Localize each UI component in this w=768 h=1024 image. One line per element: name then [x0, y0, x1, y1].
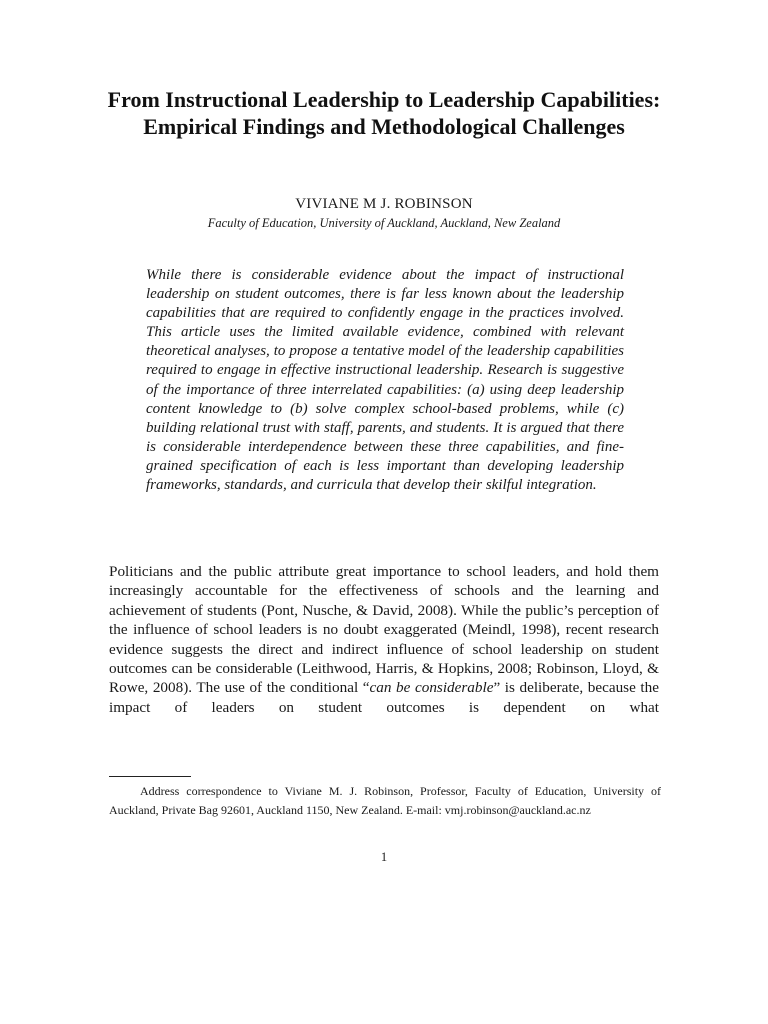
footnote: Address correspondence to Viviane M. J. Robinson, Professor, Faculty of Education, University of Auckland, Private Bag 92601, Auckland 1150, New Zealand. E-mail: vmj.robinson@auckland.ac.nz	[109, 784, 661, 817]
abstract: While there is considerable evidence about the impact of instructional leadership on student outcomes, there is far less known about the leadership capabilities that are required to confidently engage in the practices involved. This article uses the limited available evidence, combined with relevant theoretical analyses, to propose a tentative model of the leadership capabilities required to engage in effective instructional leadership. Research is suggestive of the importance of three interrelated capabilities: (a) using deep leadership content knowledge to (b) solve complex school-based problems, while (c) building relational trust with staff, parents, and students. It is argued that there is considerable interdependence between these three capabilities, and fine-grained specification of each is less important than developing leadership frameworks, standards, and curricula that develop their skilful integration.	[146, 267, 624, 494]
article-title: From Instructional Leadership to Leadership Capabilities: Empirical Findings and Methodological Challenges	[107, 87, 661, 139]
body-paragraph	[109, 562, 659, 717]
author-name: VIVIANE M J. ROBINSON	[295, 196, 473, 212]
body-text-part-2: ” is deliberate, because the impact of leaders on student outcomes is dependent on what	[109, 679, 659, 716]
body-text-part-1: Politicians and the public attribute great importance to school leaders, and hold them increasingly accountable for the effectiveness of schools and the learning and achievement of students (Pont, Nusche, & David, 2008). While the public’s perception of the influence of school leaders is no doubt exaggerated (Meindl, 1998), recent research evidence suggests the direct and indirect influence of school leadership on student outcomes can be considerable (Leithwood, Harris, & Hopkins, 2008; Robinson, Lloyd, & Rowe, 2008). The use of the conditional “	[109, 563, 659, 697]
body-text-emphasis: can be considerable	[369, 679, 494, 697]
author-affiliation: Faculty of Education, University of Auckland, Auckland, New Zealand	[207, 216, 561, 230]
page-number: 1	[380, 850, 388, 864]
footnote-divider	[109, 776, 191, 777]
